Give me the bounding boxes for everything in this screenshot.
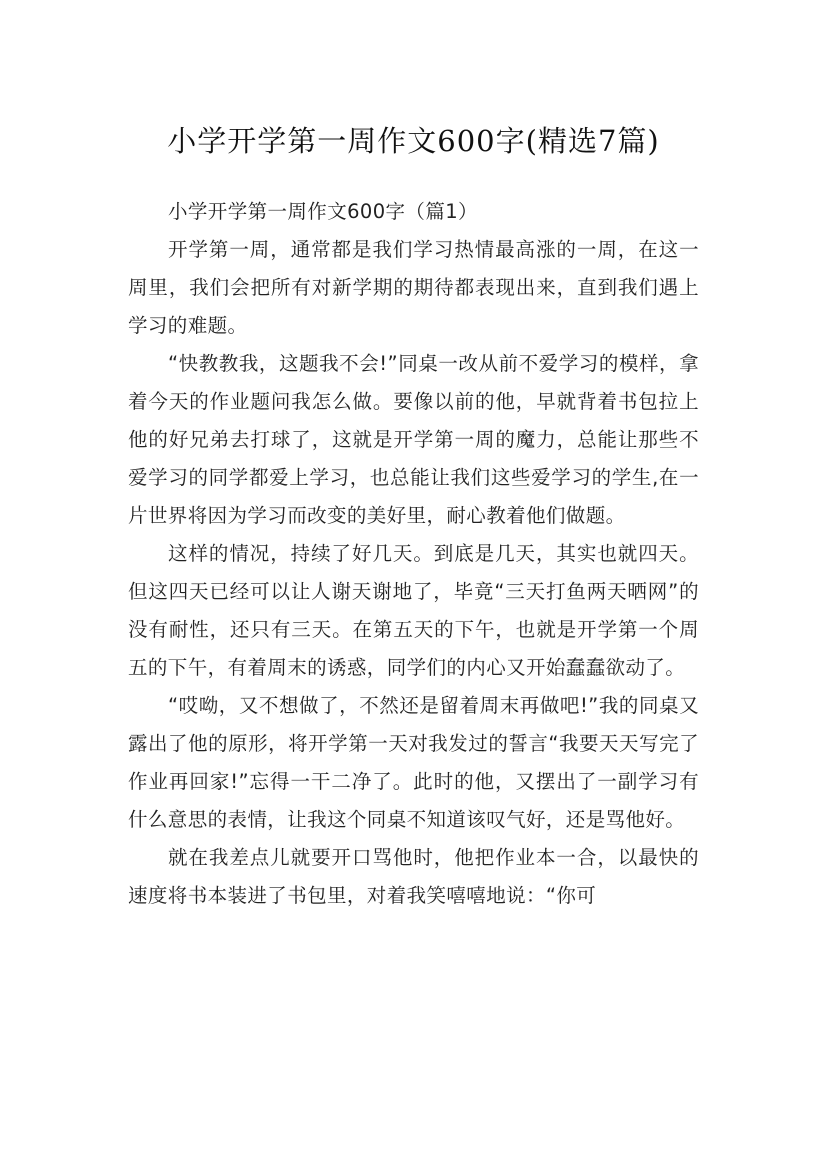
- article-heading: 小学开学第一周作文600字（篇1）: [168, 200, 478, 223]
- paragraph: “哎呦，又不想做了，不然还是留着周末再做吧!”我的同桌又露出了他的原形，将开学第一天对我发过的誓言“我要天天写完了作业再回家!”忘得一干二净了。此时的他，又摆出了一副学习有什么意思的表情，让我这个同桌不知道该叹气好，还是骂他好。: [128, 694, 699, 831]
- paragraph: 开学第一周，通常都是我们学习热情最高涨的一周，在这一周里，我们会把所有对新学期的期待都表现出来，直到我们遇上学习的难题。: [128, 238, 699, 337]
- paragraph: “快教教我，这题我不会!”同桌一改从前不爱学习的模样，拿着今天的作业题问我怎么做。要像以前的他，早就背着书包拉上他的好兄弟去打球了，这就是开学第一周的魔力，总能让那些不爱学习的同学都爱上学习，也总能让我们这些爱学习的学生,在一片世界将因为学习而改变的美好里，耐心教着他们做题。: [128, 352, 699, 527]
- paragraph: 就在我差点儿就要开口骂他时，他把作业本一合，以最快的速度将书本装进了书包里，对着我笑嘻嘻地说：“你可: [128, 846, 699, 907]
- document-body: [128, 193, 699, 915]
- document-title: 小学开学第一周作文600字(精选7篇): [167, 124, 660, 159]
- paragraph: 这样的情况，持续了好几天。到底是几天，其实也就四天。但这四天已经可以让人谢天谢地了，毕竟“三天打鱼两天晒网”的没有耐性，还只有三天。在第五天的下午，也就是开学第一个周五的下午，有着周末的诱惑，同学们的内心又开始蠢蠢欲动了。: [128, 542, 699, 679]
